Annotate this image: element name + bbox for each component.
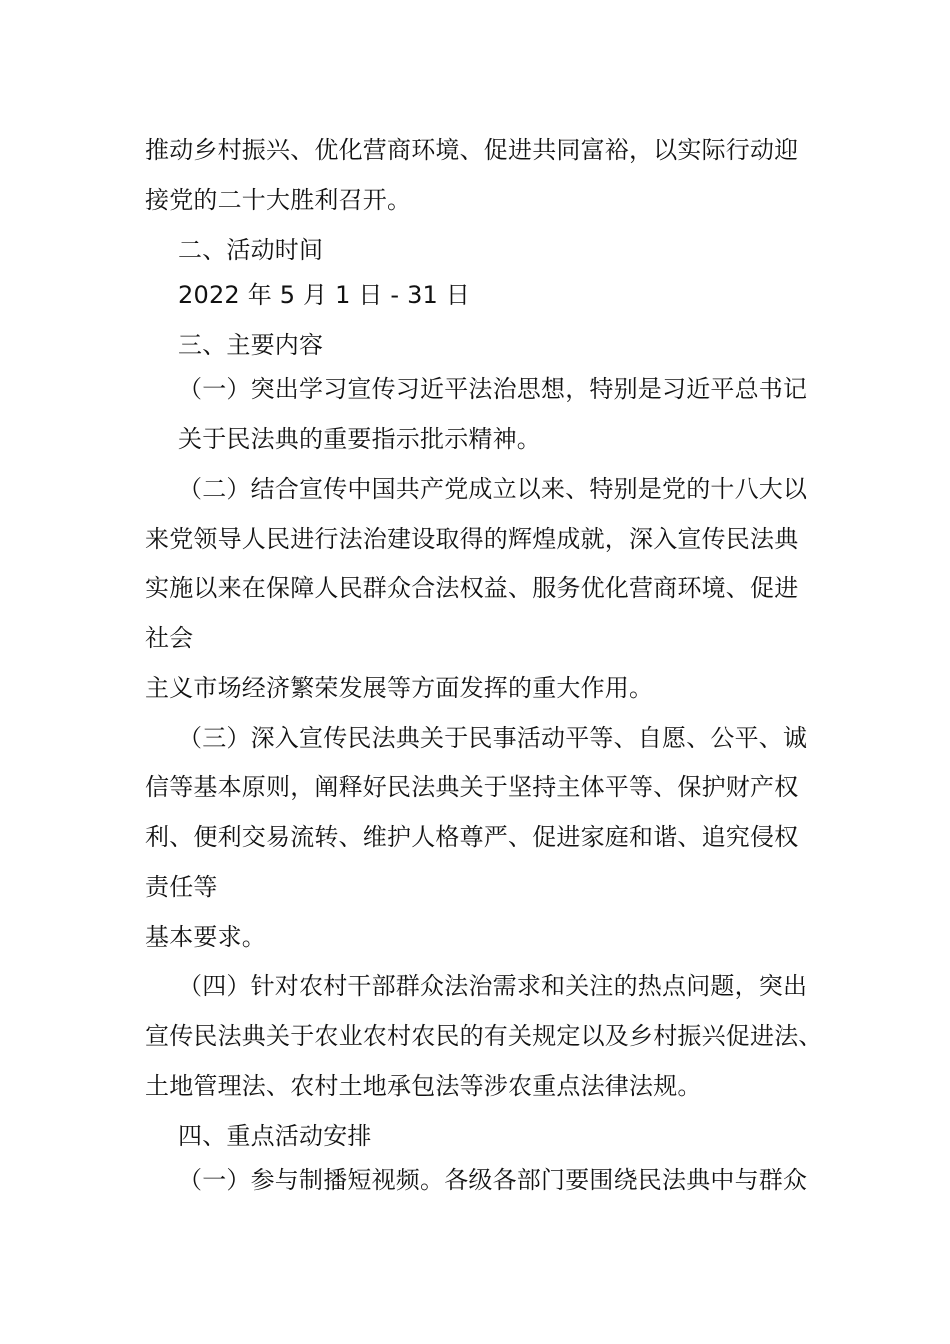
paragraph-line: （二）结合宣传中国共产党成立以来、特别是党的十八大以 [178, 475, 808, 503]
paragraph-line: （四）针对农村干部群众法治需求和关注的热点问题，突出 [178, 972, 808, 1000]
paragraph-line: 土地管理法、农村土地承包法等涉农重点法律法规。 [145, 1072, 702, 1100]
paragraph-line: 推动乡村振兴、优化营商环境、促进共同富裕，以实际行动迎 [145, 136, 799, 164]
paragraph-line: （一）突出学习宣传习近平法治思想，特别是习近平总书记 [178, 375, 808, 403]
paragraph-line: 接党的二十大胜利召开。 [145, 186, 412, 214]
paragraph-line: 责任等 [145, 873, 218, 901]
paragraph-line: 利、便利交易流转、维护人格尊严、促进家庭和谐、追究侵权 [145, 823, 799, 851]
paragraph-line: 信等基本原则，阐释好民法典关于坚持主体平等、保护财产权 [145, 773, 799, 801]
paragraph-line: （一）参与制播短视频。各级各部门要围绕民法典中与群众 [178, 1166, 808, 1194]
paragraph-line: 来党领导人民进行法治建设取得的辉煌成就，深入宣传民法典 [145, 525, 799, 553]
paragraph-line: 关于民法典的重要指示批示精神。 [178, 425, 541, 453]
section-heading: 三、主要内容 [178, 331, 324, 359]
paragraph-line: 社会 [145, 624, 194, 652]
activity-date: 2022 年 5 月 1 日 - 31 日 [178, 281, 471, 309]
paragraph-line: 实施以来在保障人民群众合法权益、服务优化营商环境、促进 [145, 574, 799, 602]
paragraph-line: （三）深入宣传民法典关于民事活动平等、自愿、公平、诚 [178, 724, 808, 752]
paragraph-line: 基本要求。 [145, 923, 266, 951]
paragraph-line: 主义市场经济繁荣发展等方面发挥的重大作用。 [145, 674, 654, 702]
section-heading: 二、活动时间 [178, 236, 324, 264]
paragraph-line: 宣传民法典关于农业农村农民的有关规定以及乡村振兴促进法、 [145, 1022, 823, 1050]
section-heading: 四、重点活动安排 [178, 1122, 372, 1150]
